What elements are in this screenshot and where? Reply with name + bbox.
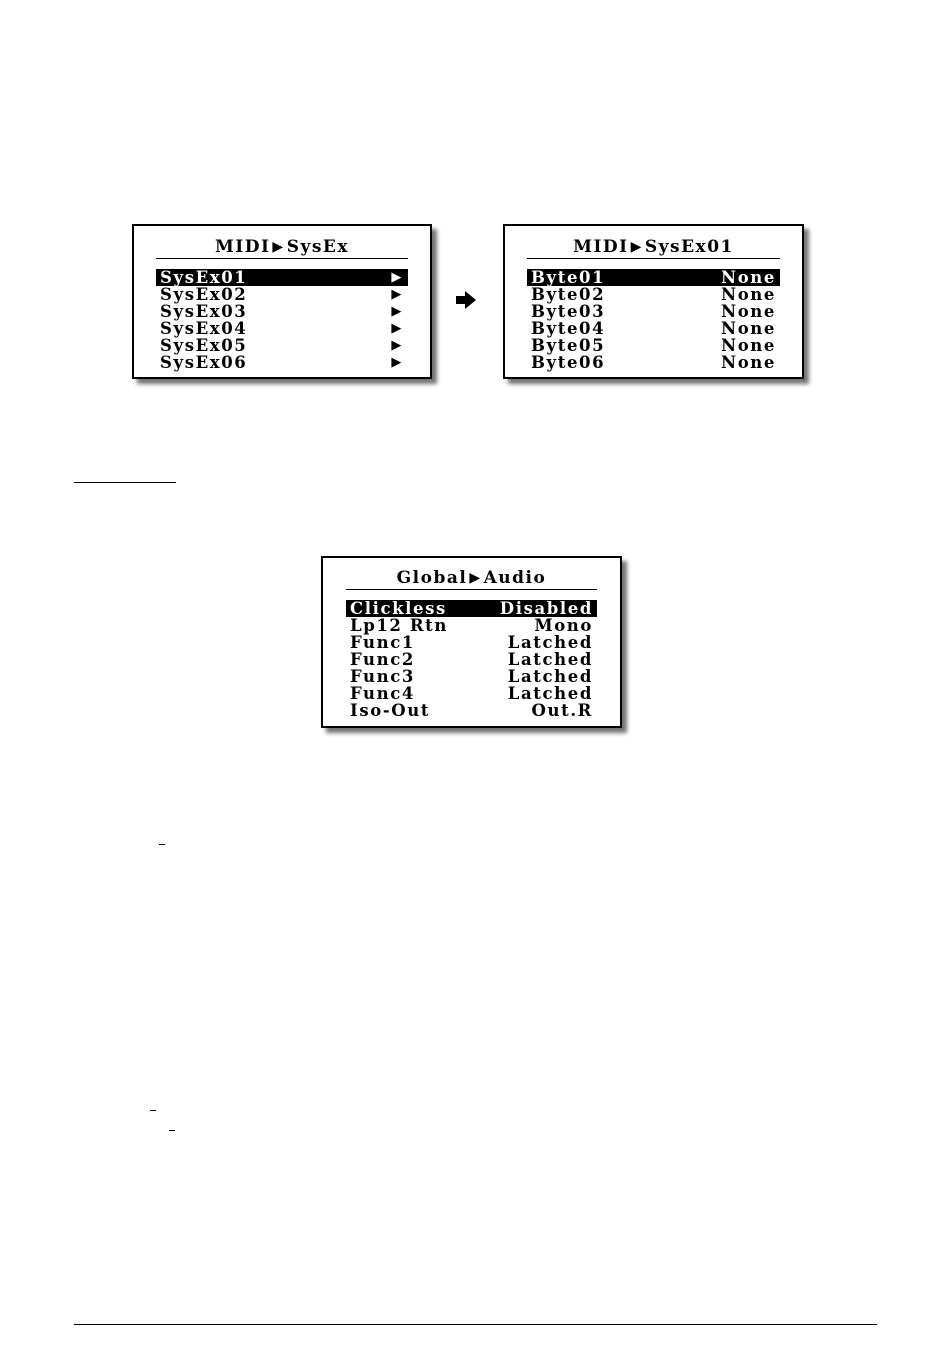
param-row-byte04[interactable] xyxy=(527,320,780,337)
param-row-iso-out[interactable] xyxy=(346,702,597,719)
submenu-arrow-icon: ▶ xyxy=(391,338,403,353)
param-row-func1[interactable] xyxy=(346,634,597,651)
param-value: None xyxy=(721,336,776,355)
param-value: None xyxy=(721,319,776,338)
param-value: Out.R xyxy=(531,701,593,720)
param-label: Byte03 xyxy=(531,302,606,321)
menu-item-label: SysEx03 xyxy=(160,302,248,321)
param-row-byte05[interactable] xyxy=(527,337,780,354)
param-row-lp12-rtn[interactable] xyxy=(346,617,597,634)
submenu-arrow-icon: ▶ xyxy=(391,355,403,370)
dash-mark xyxy=(150,1110,156,1111)
param-label: Byte06 xyxy=(531,353,606,372)
menu-separator-icon: ▶ xyxy=(272,239,285,255)
param-value: Mono xyxy=(534,616,593,635)
title-right: Audio xyxy=(483,568,547,588)
param-label: Func4 xyxy=(350,684,415,703)
title-left: Global xyxy=(396,568,468,588)
param-row-byte03[interactable] xyxy=(527,303,780,320)
menu-separator-icon: ▶ xyxy=(630,239,643,255)
footer-divider xyxy=(74,1324,877,1325)
param-row-func2[interactable] xyxy=(346,651,597,668)
param-label: Byte05 xyxy=(531,336,606,355)
screen-title xyxy=(323,568,620,589)
param-value: None xyxy=(721,302,776,321)
menu-item-sysex04[interactable] xyxy=(156,320,408,337)
title-right: SysEx01 xyxy=(644,237,734,257)
param-row-func4[interactable] xyxy=(346,685,597,702)
menu-item-sysex01[interactable] xyxy=(156,269,408,286)
menu-list xyxy=(156,269,408,371)
title-divider xyxy=(156,258,408,259)
screen-title xyxy=(134,237,430,258)
submenu-arrow-icon: ▶ xyxy=(391,321,403,336)
screen-title xyxy=(505,237,802,258)
submenu-arrow-icon: ▶ xyxy=(391,287,403,302)
param-value: None xyxy=(721,268,776,287)
lcd-screen-midi-sysex xyxy=(132,224,432,379)
menu-item-sysex03[interactable] xyxy=(156,303,408,320)
param-label: Clickless xyxy=(350,599,447,618)
submenu-arrow-icon: ▶ xyxy=(391,304,403,319)
param-value: Latched xyxy=(507,667,593,686)
param-row-byte01[interactable] xyxy=(527,269,780,286)
param-value: Latched xyxy=(507,633,593,652)
menu-item-label: SysEx02 xyxy=(160,285,248,304)
right-arrow-icon xyxy=(456,291,476,309)
param-label: Byte04 xyxy=(531,319,606,338)
title-right: SysEx xyxy=(286,237,350,257)
param-row-func3[interactable] xyxy=(346,668,597,685)
menu-item-sysex05[interactable] xyxy=(156,337,408,354)
param-value: None xyxy=(721,353,776,372)
param-row-byte06[interactable] xyxy=(527,354,780,371)
param-label: Func3 xyxy=(350,667,415,686)
param-value: Disabled xyxy=(499,599,593,618)
submenu-arrow-icon: ▶ xyxy=(391,270,403,285)
title-divider xyxy=(346,589,597,590)
dash-mark xyxy=(159,844,165,845)
menu-item-sysex02[interactable] xyxy=(156,286,408,303)
param-row-byte02[interactable] xyxy=(527,286,780,303)
menu-item-sysex06[interactable] xyxy=(156,354,408,371)
parameter-list xyxy=(527,269,780,371)
menu-item-label: SysEx04 xyxy=(160,319,248,338)
title-left: MIDI xyxy=(214,237,271,257)
menu-item-label: SysEx06 xyxy=(160,353,248,372)
lcd-screen-global-audio xyxy=(321,556,622,728)
param-label: Func1 xyxy=(350,633,415,652)
menu-item-label: SysEx01 xyxy=(160,268,248,287)
param-label: Lp12 Rtn xyxy=(350,616,448,635)
section-heading-underline xyxy=(74,482,176,483)
param-label: Byte01 xyxy=(531,268,606,287)
param-value: None xyxy=(721,285,776,304)
param-label: Iso-Out xyxy=(350,701,431,720)
parameter-list xyxy=(346,600,597,719)
menu-item-label: SysEx05 xyxy=(160,336,248,355)
param-label: Byte02 xyxy=(531,285,606,304)
lcd-screen-midi-sysex01 xyxy=(503,224,804,379)
param-label: Func2 xyxy=(350,650,415,669)
title-left: MIDI xyxy=(573,237,629,257)
param-row-clickless[interactable] xyxy=(346,600,597,617)
title-divider xyxy=(527,258,780,259)
dash-mark xyxy=(169,1130,175,1131)
param-value: Latched xyxy=(507,650,593,669)
menu-separator-icon: ▶ xyxy=(469,570,482,586)
param-value: Latched xyxy=(507,684,593,703)
